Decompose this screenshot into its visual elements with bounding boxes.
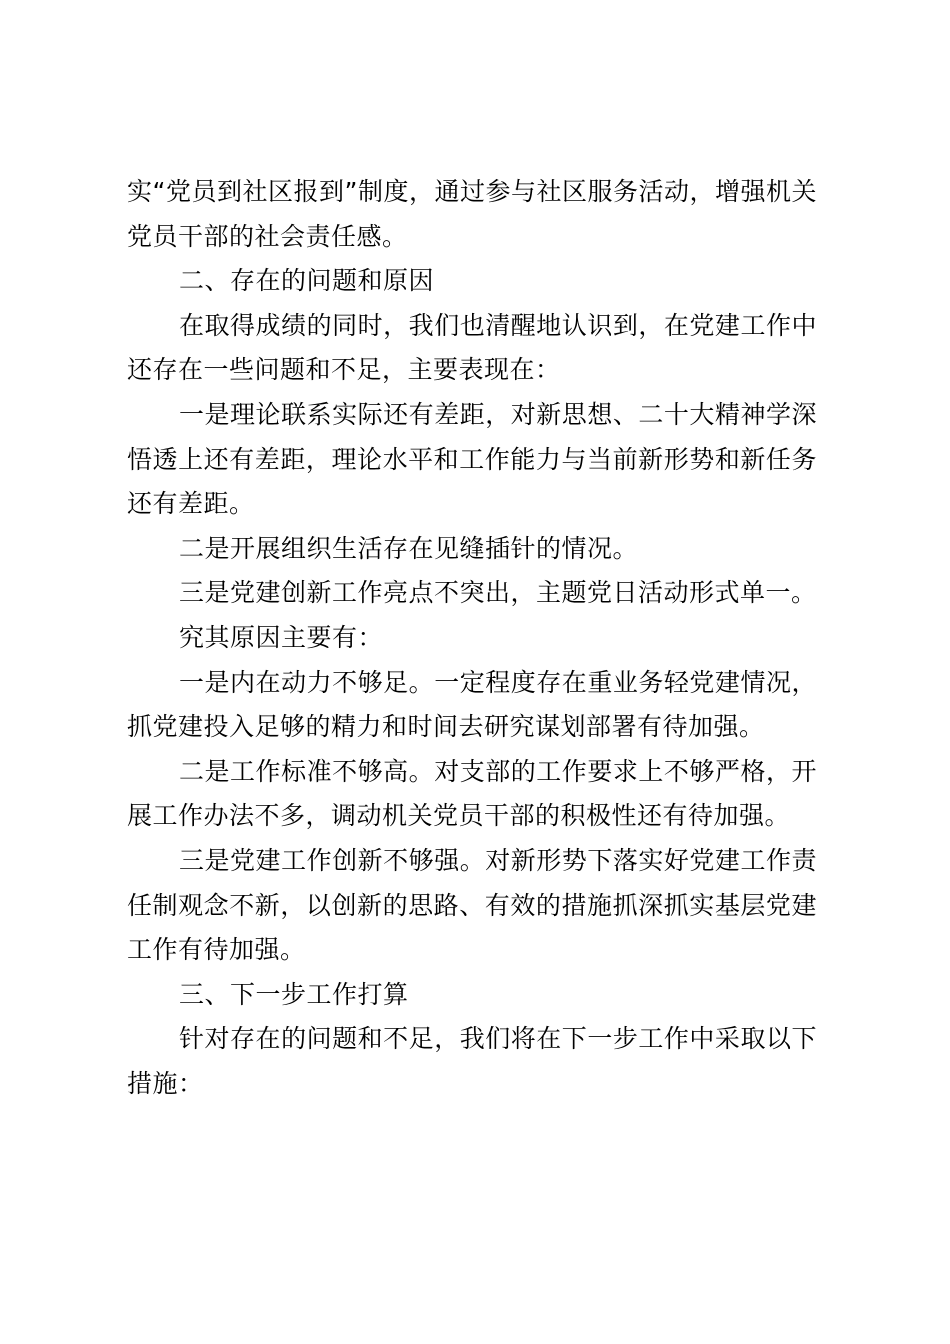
paragraph-problem-2: 二是开展组织生活存在见缝插针的情况。 (179, 533, 639, 563)
paragraph-problem-3: 三是党建创新工作亮点不突出，主题党日活动形式单一。 (179, 578, 817, 608)
paragraph-problem-1: 一是理论联系实际还有差距，对新思想、二十大精神学深悟透上还有差距，理论水平和工作能力与当前新形势和新任务还有差距。 (127, 399, 817, 519)
section-heading-next-steps: 三、下一步工作打算 (179, 979, 409, 1009)
paragraph-measures-intro: 针对存在的问题和不足，我们将在下一步工作中采取以下措施： (127, 1024, 817, 1098)
section-heading-problems: 二、存在的问题和原因 (179, 266, 435, 296)
paragraph-cause-1: 一是内在动力不够足。一定程度存在重业务轻党建情况，抓党建投入足够的精力和时间去研究谋划部署有待加强。 (127, 667, 817, 742)
paragraph-problems-intro: 在取得成绩的同时，我们也清醒地认识到，在党建工作中还存在一些问题和不足，主要表现在： (127, 310, 817, 385)
paragraph-intro-continuation: 实“党员到社区报到”制度，通过参与社区服务活动，增强机关党员干部的社会责任感。 (127, 177, 817, 251)
document-body (127, 170, 817, 1106)
paragraph-cause-2: 二是工作标准不够高。对支部的工作要求上不够严格，开展工作办法不多，调动机关党员干部的积极性还有待加强。 (127, 756, 817, 831)
paragraph-cause-3: 三是党建工作创新不够强。对新形势下落实好党建工作责任制观念不新，以创新的思路、有效的措施抓深抓实基层党建工作有待加强。 (127, 845, 817, 965)
paragraph-causes-intro: 究其原因主要有： (179, 622, 384, 652)
